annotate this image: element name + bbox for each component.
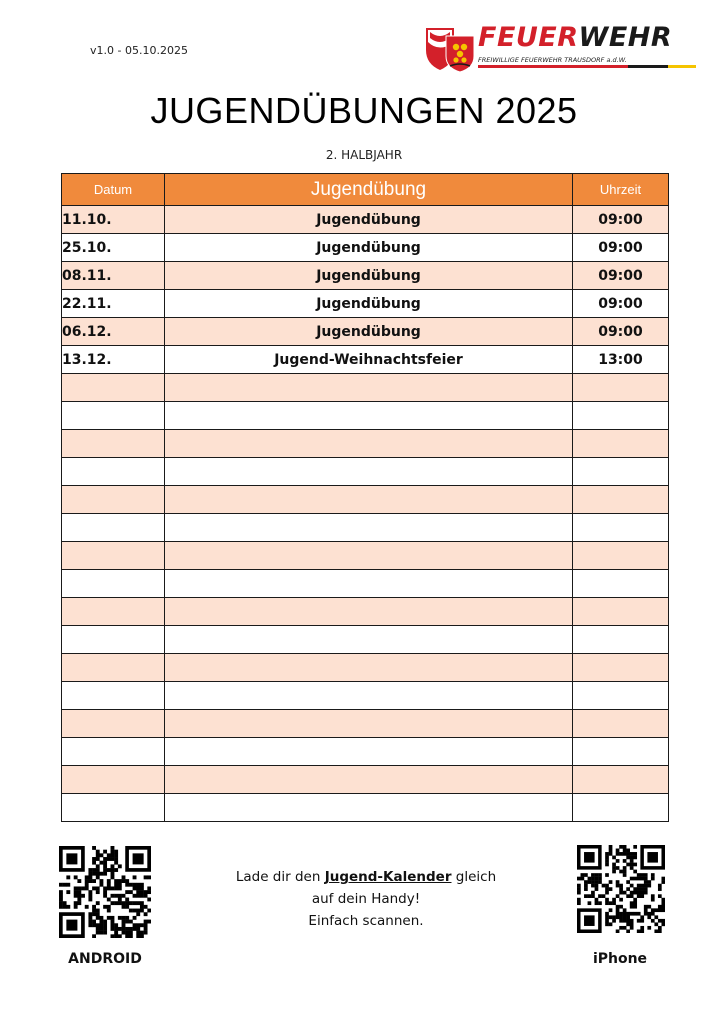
schedule-body [62, 206, 669, 822]
row-event [165, 598, 573, 626]
table-row [62, 514, 669, 542]
table-row [62, 598, 669, 626]
row-event [165, 542, 573, 570]
table-row [62, 486, 669, 514]
row-event [165, 402, 573, 430]
table-row [62, 654, 669, 682]
row-event [165, 794, 573, 822]
row-date [62, 486, 165, 514]
table-row [62, 402, 669, 430]
row-time: 09:00 [573, 290, 669, 318]
logo-word-red: FEUER [478, 22, 579, 53]
table-row [62, 626, 669, 654]
row-date [62, 374, 165, 402]
row-time [573, 458, 669, 486]
logo-subtitle: FREIWILLIGE FEUERWEHR TRAUSDORF a.d.W. [478, 56, 627, 64]
row-time [573, 514, 669, 542]
row-time [573, 682, 669, 710]
row-event [165, 514, 573, 542]
table-row [62, 570, 669, 598]
row-event [165, 766, 573, 794]
table-row [62, 682, 669, 710]
row-time: 09:00 [573, 234, 669, 262]
row-time [573, 374, 669, 402]
table-row [62, 710, 669, 738]
row-date: 22.11. [62, 290, 165, 318]
row-date [62, 514, 165, 542]
row-date: 13.12. [62, 346, 165, 374]
note-line-1 [220, 866, 512, 888]
calendar-link[interactable]: Jugend-Kalender [324, 869, 452, 885]
table-row [62, 206, 669, 234]
coat-of-arms-icon [424, 22, 476, 72]
table-row [62, 542, 669, 570]
table-row [62, 430, 669, 458]
iphone-label: iPhone [592, 951, 648, 967]
row-date [62, 542, 165, 570]
page-title: JUGENDÜBUNGEN 2025 [150, 90, 578, 131]
row-time [573, 654, 669, 682]
row-time [573, 542, 669, 570]
row-time [573, 794, 669, 822]
row-date [62, 598, 165, 626]
row-date [62, 794, 165, 822]
table-row [62, 738, 669, 766]
row-date: 06.12. [62, 318, 165, 346]
row-date: 11.10. [62, 206, 165, 234]
row-date [62, 710, 165, 738]
row-date: 08.11. [62, 262, 165, 290]
table-row [62, 374, 669, 402]
row-date: 25.10. [62, 234, 165, 262]
logo-word-black: WEHR [578, 22, 673, 53]
row-date [62, 458, 165, 486]
calendar-note [220, 866, 512, 932]
row-event: Jugendübung [165, 262, 573, 290]
row-date [62, 430, 165, 458]
row-event: Jugendübung [165, 234, 573, 262]
row-time [573, 710, 669, 738]
row-event [165, 570, 573, 598]
page-subtitle: 2. HALBJAHR [325, 148, 403, 162]
row-date [62, 766, 165, 794]
column-header-event: Jugendübung [165, 174, 573, 206]
note-post: gleich [451, 869, 497, 885]
qr-code-iphone[interactable] [577, 845, 665, 933]
row-event: Jugendübung [165, 290, 573, 318]
note-line-3: Einfach scannen. [308, 913, 424, 929]
row-time [573, 598, 669, 626]
column-header-time: Uhrzeit [573, 174, 669, 206]
row-time [573, 430, 669, 458]
row-time [573, 570, 669, 598]
row-time [573, 402, 669, 430]
row-event [165, 682, 573, 710]
row-time [573, 486, 669, 514]
note-line-2: auf dein Handy! [311, 891, 421, 907]
row-date [62, 738, 165, 766]
row-date [62, 402, 165, 430]
row-time: 09:00 [573, 206, 669, 234]
row-event [165, 654, 573, 682]
row-time [573, 766, 669, 794]
table-row [62, 262, 669, 290]
row-time: 09:00 [573, 318, 669, 346]
row-event [165, 710, 573, 738]
row-event: Jugendübung [165, 318, 573, 346]
row-event [165, 738, 573, 766]
table-row [62, 290, 669, 318]
schedule-table [61, 173, 669, 822]
row-time: 09:00 [573, 262, 669, 290]
table-row [62, 458, 669, 486]
note-pre: Lade dir den [235, 869, 325, 885]
logo-wordmark [478, 20, 672, 56]
row-date [62, 626, 165, 654]
row-event [165, 458, 573, 486]
row-event [165, 430, 573, 458]
table-header-row [62, 174, 669, 206]
column-header-date: Datum [62, 174, 165, 206]
row-time: 13:00 [573, 346, 669, 374]
row-event [165, 374, 573, 402]
row-event: Jugend-Weihnachtsfeier [165, 346, 573, 374]
version-label: v1.0 - 05.10.2025 [90, 44, 188, 57]
table-row [62, 318, 669, 346]
fire-department-logo [424, 22, 696, 72]
qr-code-android[interactable] [59, 846, 151, 938]
table-row [62, 794, 669, 822]
row-date [62, 654, 165, 682]
android-label: ANDROID [68, 951, 142, 967]
row-time [573, 738, 669, 766]
row-event: Jugendübung [165, 206, 573, 234]
row-event [165, 626, 573, 654]
table-row [62, 766, 669, 794]
table-row [62, 346, 669, 374]
row-date [62, 682, 165, 710]
row-date [62, 570, 165, 598]
row-time [573, 626, 669, 654]
logo-color-bar [478, 65, 696, 68]
table-row [62, 234, 669, 262]
row-event [165, 486, 573, 514]
